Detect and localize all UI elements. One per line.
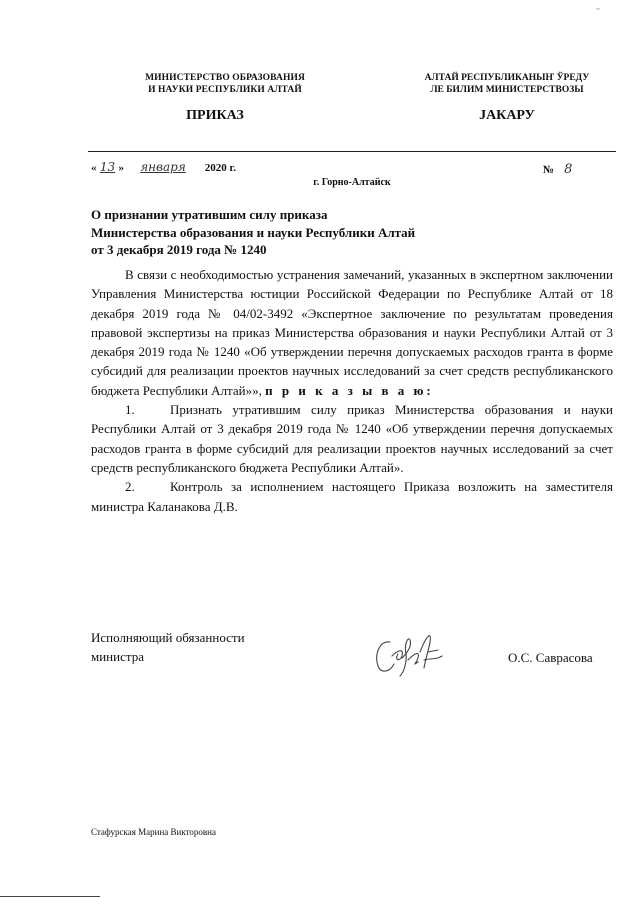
order-title-line-2: Министерства образования и науки Республики Алтай bbox=[91, 224, 416, 240]
executor-name: Стафурская Марина Викторовна bbox=[91, 827, 216, 837]
order-body bbox=[91, 265, 613, 516]
date-quote-close: » bbox=[118, 162, 124, 174]
order-heading-russian: ПРИКАЗ bbox=[186, 108, 244, 123]
ministry-name-altai-line-1: АЛТАЙ РЕСПУБЛИКАНЫҤ ЎРЕДУ bbox=[424, 73, 590, 83]
order-number-label: № bbox=[543, 164, 555, 176]
order-city: г. Горно-Алтайск bbox=[313, 177, 391, 188]
order-item-2 bbox=[91, 477, 613, 516]
decree-word: п р и к а з ы в а ю: bbox=[265, 382, 434, 398]
order-number bbox=[543, 162, 572, 177]
date-year: 2020 г. bbox=[204, 162, 237, 174]
order-date bbox=[91, 160, 236, 174]
preamble-text: В связи с необходимостью устранения замечаний, указанных в экспертном заключении Управления Министерства юстиции Российской Федерации по Республике Алтай от 18 декабря 2019 года № 04/02-3492 «Экспертное заключение по результатам проведения правовой экспертизы на приказ Министерства образования и науки Республики Алтай от 3 декабря 2019 года № 1240 «Об утверждении перечня допускаемых расходов гранта в форме субсидий для реализации проектов научных исследований за счет средств республиканского бюджета Республики Алтай»», bbox=[91, 267, 613, 398]
order-item-2-number: 2. bbox=[125, 479, 135, 495]
footer-rule bbox=[0, 896, 100, 897]
date-month-handwritten: января bbox=[140, 160, 186, 174]
signatory-position-line-2: министра bbox=[91, 649, 144, 664]
order-title bbox=[91, 206, 511, 259]
order-heading-altai: ЈАКАРУ bbox=[479, 108, 535, 123]
ministry-name-russian bbox=[110, 72, 340, 96]
order-item-1 bbox=[91, 400, 613, 477]
order-number-handwritten: 8 bbox=[564, 162, 573, 177]
handwritten-signature bbox=[368, 630, 448, 678]
preamble-paragraph bbox=[91, 265, 613, 400]
ministry-name-altai-line-2: ЛЕ БИЛИМ МИНИСТЕРСТВОЗЫ bbox=[430, 85, 584, 95]
order-title-line-3: от 3 декабря 2019 года № 1240 bbox=[91, 242, 267, 257]
date-day-handwritten: 13 bbox=[99, 160, 116, 174]
header-divider bbox=[88, 151, 616, 152]
ministry-name-line-1: МИНИСТЕРСТВО ОБРАЗОВАНИЯ bbox=[145, 73, 305, 83]
order-item-1-number: 1. bbox=[125, 402, 135, 418]
ministry-name-altai bbox=[398, 72, 616, 96]
ministry-name-line-2: И НАУКИ РЕСПУБЛИКИ АЛТАЙ bbox=[148, 85, 302, 95]
order-title-line-1: О признании утратившим силу приказа bbox=[91, 207, 328, 222]
signatory-name: О.С. Саврасова bbox=[508, 650, 593, 665]
scan-corner-mark: ,, bbox=[596, 2, 600, 11]
signatory-position-line-1: Исполняющий обязанности bbox=[91, 630, 245, 645]
order-item-2-text: Контроль за исполнением настоящего Приказа возложить на заместителя министра Каланакова Д.В. bbox=[91, 479, 613, 514]
date-quote-open: « bbox=[91, 162, 97, 174]
signatory-position bbox=[91, 628, 245, 666]
order-item-1-text: Признать утратившим силу приказ Министерства образования и науки Республики Алтай от 3 декабря 2019 года № 1240 «Об утверждении перечня допускаемых расходов гранта в форме субсидий для реализации проектов научных исследований за счет средств республиканского бюджета Республики Алтай». bbox=[91, 402, 613, 475]
